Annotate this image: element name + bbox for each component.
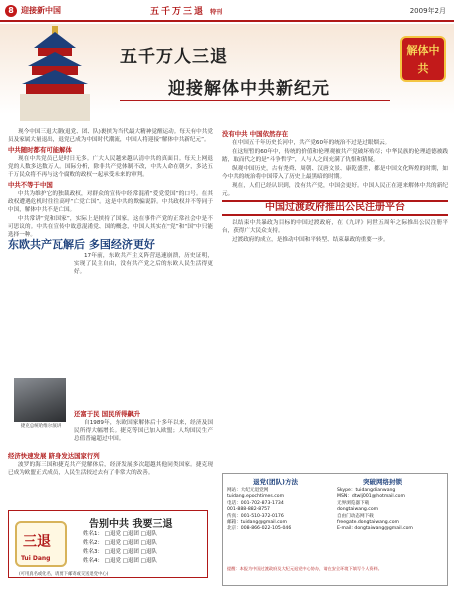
havel-photo xyxy=(14,378,66,422)
left-column-bottom xyxy=(8,450,213,478)
contact-link[interactable]: dongtaiwang.com xyxy=(337,507,379,513)
temple-of-heaven-image xyxy=(20,26,90,121)
contact-line: 001-888-882-8757 xyxy=(227,507,270,513)
contact-line: 无界浏览器下载 xyxy=(337,500,370,506)
right-column xyxy=(222,128,448,245)
form-row[interactable]: 姓名2： □退党 □退团 □退队 xyxy=(83,540,157,546)
contact-line: 网站：大纪元退党网 xyxy=(227,488,269,493)
contact-line: E-mail: dongtaiwang@gmail.com xyxy=(337,526,413,532)
right-paragraph-5: 以结束中共暴政为目标的中国过渡政府，在《九评》问世五周年之际推出公民注册平台，获得广大民众支持。 xyxy=(222,220,448,234)
tuidang-logo xyxy=(15,521,67,567)
firewall-list xyxy=(337,488,445,533)
right-paragraph-6: 过渡政府的成立，是推动中国和平转型、结束暴政的重要一步。 xyxy=(232,237,389,243)
headline-rule xyxy=(120,100,390,101)
headline-line-1: 五千万人三退 xyxy=(120,47,228,67)
seal-badge: 解体中共 xyxy=(400,36,446,82)
subhead-1: 中共随时都有可能解体 xyxy=(8,146,72,154)
left-column-lower xyxy=(74,408,213,444)
section-name: 迎接新中国 xyxy=(21,6,61,15)
withdraw-methods-list xyxy=(227,488,335,533)
firewall-heading: 突破网络封锁 xyxy=(363,478,402,486)
contact-line: 电话：001-702-873-1734 xyxy=(227,500,284,506)
contact-line: 邮箱：tuidang@gmail.com xyxy=(227,520,287,526)
paragraph-4: 17年前，东欧共产主义阵营迅速崩溃，历史证明，实现了民主自由，没有共产党之后的东欧人民生活得更好。 xyxy=(74,253,213,275)
subhead-3: 还富于民 国民所得飙升 xyxy=(74,410,141,418)
form-note: (可用真名或化名，请剪下邮寄或交送退党中心) xyxy=(19,572,109,577)
paragraph-3: 中共常讲“党和国家”，实际上是挟持了国家。这在事件产党的正常社会中是不可思议的。中共在宣传中故意混淆党、国的概念，中国人其实在“党”和“国”中只能选择一种。 xyxy=(8,216,213,238)
right-paragraph-1: 在中国五千年历史长河中，共产党60年的统治不过是过眼烟云。 xyxy=(232,140,391,146)
right-paragraph-2: 在这短暂的60年中，传统的价值和伦理观被共产党破坏殆尽；中华民族的伦理道德被践踏，取而代之的是“斗争哲学”，人与人之间充满了仇恨和猜疑。 xyxy=(222,149,448,163)
contact-box xyxy=(222,473,448,586)
contact-line: MSN：dtwlj001@hotmail.com xyxy=(337,494,405,500)
intro-paragraph: 现今中国三退大潮(退党、团、队)裹挟为当代最大精神觉醒运动。每天有中共党员及家属大量退出，退党已成为中国时代潮流，中国人将迎接“解体中共新纪元”。 xyxy=(8,129,213,143)
page-header xyxy=(0,0,454,22)
contact-line: 传真：001-510-372-0176 xyxy=(227,513,284,519)
tuidang-logo-en: Tui Dang xyxy=(21,555,51,562)
contact-line: 自由门动态网下载 xyxy=(337,513,374,519)
tuidang-form xyxy=(8,510,208,578)
section-headline: 东欧共产瓦解后 多国经济更好 xyxy=(8,238,155,251)
photo-wrap-text xyxy=(8,252,213,276)
tuidang-title: 告别中共 我要三退 xyxy=(89,519,173,530)
page-number: 8 xyxy=(5,5,17,17)
paragraph-2: 中共为维护它的独裁政权，对群众的宣传中经常混淆“爱党爱国”的口号。在其政权遭遇危机时往往高呼“亡党亡国”。这是中共的欺骗说辞。中共政权并不等同于中国，解体中共不是亡国。 xyxy=(8,191,213,213)
contact-footnote: 提醒：本报为中国过渡政府及大纪元退党中心协办，请在安全环境下填写个人资料。 xyxy=(227,566,382,571)
withdraw-methods-heading: 退党(团队)方法 xyxy=(253,478,298,486)
issue-date: 2009年2月 xyxy=(409,7,446,15)
subhead-2: 中共不等于中国 xyxy=(8,181,53,189)
tuidang-logo-cn: 三退 xyxy=(23,534,51,550)
transition-govt-headline: 中国过渡政府推出公民注册平台 xyxy=(222,200,448,216)
paragraph-5: 自1989年，东欧国家解体后十多年以来，经济及国民所得大幅增长。捷克等国已加入欧盟；人均国民生产总值普遍超过中国。 xyxy=(74,420,213,442)
form-row[interactable]: 姓名1： □退党 □退团 □退队 xyxy=(83,531,157,537)
headline-banner xyxy=(0,24,454,124)
paragraph-6: 波罗的海三国和捷克共产党解体后，经济发展多次超越其他同类国家。捷克现已成为欧盟正式成员，人民生活较过去有了非常大的改善。 xyxy=(8,462,213,476)
left-column xyxy=(8,128,213,277)
right-subhead-1: 没有中共 中国依然存在 xyxy=(222,130,289,138)
right-paragraph-3: 纵观中国历史，古有尧舜、周朝、汉唐文景、康乾盛世，都是中国文化辉煌的时期，如今中共的统治将中国带入了历史上最黑暗的时期。 xyxy=(222,166,448,180)
photo-caption: 捷克总统哈维尔演讲 xyxy=(20,424,62,429)
paragraph-1: 现在中共党员已是时日无多。广大人民越来越认清中共的真面目。每天上网退党的人数多达数万人。国际分析，除非共产党体制不改，中共人命在朝夕，多达五千万民众将不再与这个腐败的政权一起承受未来的审判。 xyxy=(8,156,213,178)
masthead-tag: 特刊 xyxy=(210,9,223,16)
contact-link[interactable]: freegate.dongtaiwang.com xyxy=(337,520,399,526)
masthead xyxy=(150,4,222,17)
masthead-title: 五千万三退 xyxy=(150,7,206,17)
contact-link[interactable]: tuidang.epochtimes.com xyxy=(227,494,285,500)
contact-line: 北京：008-866-022-105-046 xyxy=(227,526,292,532)
subhead-4: 经济快速发展 跻身发达国家行列 xyxy=(8,452,100,460)
form-row[interactable]: 姓名4： □退党 □退团 □退队 xyxy=(83,558,157,564)
contact-line: Skype：tuidangdianwang xyxy=(337,488,396,493)
headline-line-2: 迎接解体中共新纪元 xyxy=(168,79,330,99)
form-row[interactable]: 姓名3： □退党 □退团 □退队 xyxy=(83,549,157,555)
right-paragraph-4: 现在，人们已经认识到，没有共产党，中国会更好。中国人民正在迎来解体中共的新纪元。 xyxy=(222,183,448,197)
